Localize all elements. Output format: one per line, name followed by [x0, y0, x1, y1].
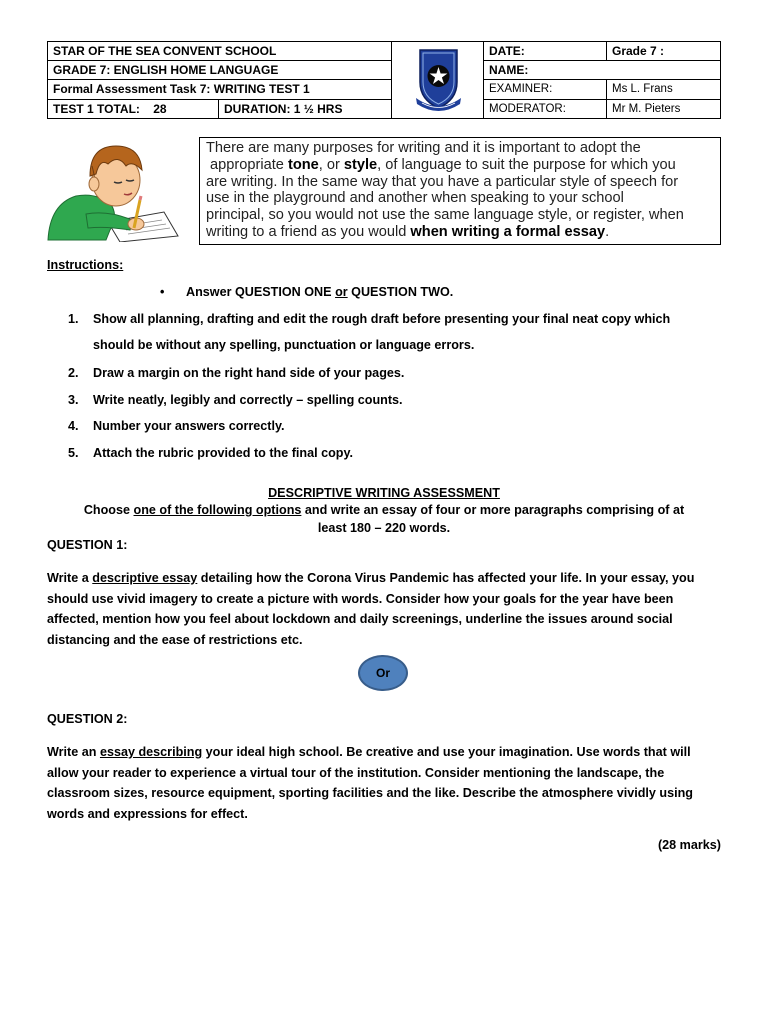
item-number: 4. — [68, 419, 79, 433]
header-table — [47, 41, 721, 119]
question-2-heading: QUESTION 2: — [47, 712, 128, 726]
date-label: DATE: — [483, 41, 607, 61]
item-text: should be without any spelling, punctuation or language errors. — [93, 338, 475, 352]
intro-line: principal, so you would not use the same language style, or register, when — [206, 207, 684, 224]
total-value: 28 — [153, 102, 167, 116]
intro-line — [206, 157, 714, 174]
item-text: Write neatly, legibly and correctly – spelling counts. — [93, 393, 403, 407]
intro-formal-essay: when writing a formal essay — [410, 223, 606, 240]
duration: DURATION: 1 ½ HRS — [218, 99, 392, 119]
intro-text: appropriate — [206, 156, 288, 173]
q2-underlined: essay describing — [99, 745, 203, 759]
instructions-bullet — [160, 285, 453, 299]
or-label: Or — [375, 666, 390, 680]
test-total — [47, 99, 219, 119]
name-label: NAME: — [483, 60, 721, 80]
q1-text: Write a — [47, 571, 93, 585]
intro-box — [199, 137, 721, 245]
intro-line: use in the playground and another when speaking to your school — [206, 190, 624, 207]
school-name: STAR OF THE SEA CONVENT SCHOOL — [47, 41, 392, 61]
intro-tone: tone — [287, 156, 319, 173]
instructions-heading: Instructions: — [47, 258, 124, 272]
subject-title: GRADE 7: ENGLISH HOME LANGUAGE — [47, 60, 392, 80]
item-text: Attach the rubric provided to the final copy. — [93, 446, 354, 460]
choose-text: and write an essay of four or more paragraphs comprising of at — [301, 503, 685, 517]
intro-line: There are many purposes for writing and it is important to adopt the — [206, 140, 641, 156]
item-number: 3. — [68, 393, 79, 407]
intro-text: writing to a friend as you would — [206, 223, 411, 240]
choose-line: least 180 – 220 words. — [317, 521, 451, 535]
intro-text: , or — [318, 156, 344, 173]
bullet-text: QUESTION TWO. — [347, 285, 454, 299]
examiner-name: Ms L. Frans — [606, 79, 721, 100]
total-marks: (28 marks) — [657, 838, 721, 852]
bullet-icon: • — [160, 285, 165, 299]
school-crest-cell — [391, 41, 484, 119]
bullet-text: Answer QUESTION ONE — [186, 285, 336, 299]
task-title: Formal Assessment Task 7: WRITING TEST 1 — [47, 79, 392, 100]
q2-text: your ideal high school. Be creative and use your imagination. Use words that will allow your reader to experience a virtual tour of the institution. Consider mentioning the landscape, the classroom sizes, resource equipment, sporting facilities and the like. Describe the atmosphere vividly using words and expressions for effect. — [47, 745, 693, 821]
moderator-name: Mr M. Pieters — [606, 99, 721, 119]
school-crest-icon — [392, 42, 485, 118]
item-text: Number your answers correctly. — [93, 419, 285, 433]
total-label: TEST 1 TOTAL: — [53, 102, 140, 116]
grade-field: Grade 7 : — [606, 41, 721, 61]
intro-text: , of language to suit the purpose for which you — [377, 156, 676, 173]
item-text: Show all planning, drafting and edit the rough draft before presenting your final neat copy which — [93, 312, 671, 326]
item-text: Draw a margin on the right hand side of your pages. — [93, 366, 405, 380]
bullet-or: or — [335, 285, 348, 299]
examiner-label: EXAMINER: — [483, 79, 607, 100]
q2-text: Write an — [47, 745, 100, 759]
question-1-heading: QUESTION 1: — [47, 538, 128, 552]
moderator-label: MODERATOR: — [483, 99, 607, 119]
or-oval — [358, 655, 408, 691]
item-number: 1. — [68, 312, 79, 326]
q1-text: detailing how the Corona Virus Pandemic has affected your life. In your essay, you should use vivid imagery to create a picture with words. Consider how your goals for the year have been affected, mention how you feel about lockdown and daily screenings, underline the issues around social distancing and the ease of restrictions etc. — [47, 571, 695, 647]
intro-text: . — [605, 223, 610, 240]
item-number: 5. — [68, 446, 79, 460]
assessment-title-text: DESCRIPTIVE WRITING ASSESSMENT — [268, 486, 500, 500]
question-1-text — [47, 568, 723, 650]
item-number: 2. — [68, 366, 79, 380]
question-2-text — [47, 742, 723, 824]
assessment-instructions — [47, 501, 721, 537]
intro-line — [206, 224, 714, 241]
writing-boy-illustration — [46, 140, 180, 242]
choose-underlined: one of the following options — [133, 503, 302, 517]
choose-line — [47, 501, 721, 519]
assessment-title — [47, 484, 721, 502]
intro-style: style — [343, 156, 378, 173]
intro-line: are writing. In the same way that you have a particular style of speech for — [206, 173, 679, 190]
choose-text: Choose — [83, 503, 134, 517]
q1-underlined: descriptive essay — [92, 571, 198, 585]
